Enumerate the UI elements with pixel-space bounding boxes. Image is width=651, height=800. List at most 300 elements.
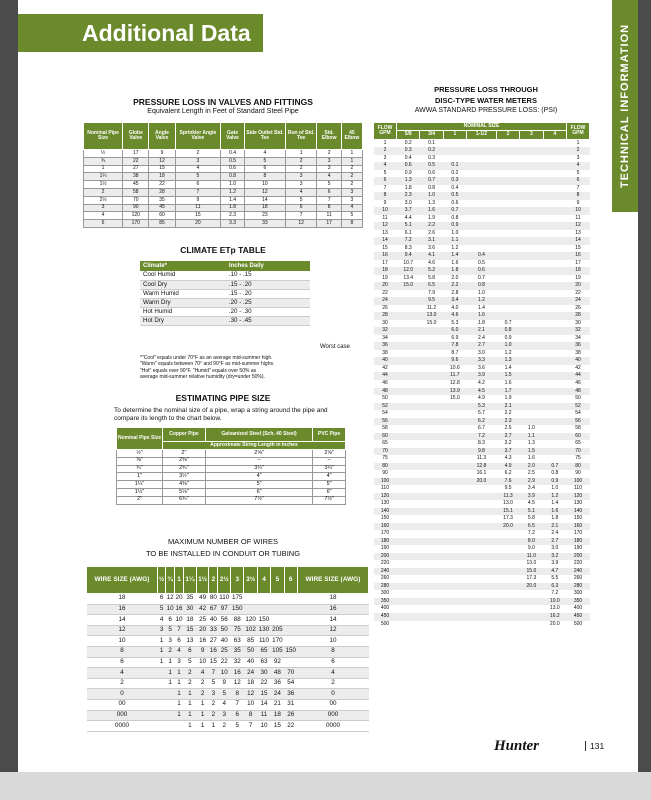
cell: 35 (149, 196, 175, 204)
cell: 58 (575, 425, 581, 432)
cell: 7½" (313, 496, 346, 504)
cell: 5.3 (451, 319, 459, 326)
cell: ½" (117, 450, 163, 458)
cell (496, 215, 519, 223)
cell: 4.5 (527, 500, 535, 507)
cell (543, 170, 566, 178)
pipe-row (117, 496, 346, 504)
cell: 3½" (163, 473, 206, 481)
meter-row (374, 583, 590, 591)
cell: 7.2 (467, 433, 497, 441)
cell: 4 (374, 162, 397, 170)
cell: 4 (317, 173, 341, 181)
cell: 2 (196, 678, 209, 689)
cell: 0.2 (420, 147, 443, 155)
page-header: Additional Data (18, 14, 263, 52)
cell: 4 (567, 162, 590, 170)
cell: 3.9 (467, 372, 497, 380)
cell (397, 515, 420, 523)
cell (271, 604, 284, 615)
cell: 6.1 (404, 229, 412, 236)
cell: 9 (383, 199, 387, 206)
cell: 9 (218, 678, 231, 689)
cell: 88 (231, 615, 244, 626)
cell: 8 (567, 192, 590, 200)
cell: 1.4 (477, 304, 485, 311)
cell: 10 (374, 207, 397, 215)
cell (397, 312, 420, 320)
cell (397, 538, 420, 546)
cell: 15 (271, 721, 284, 732)
cell: 2.1 (496, 403, 519, 411)
cell: 4.6 (443, 312, 466, 320)
cell (420, 388, 443, 396)
cell: 2.3 (221, 212, 245, 220)
hunter-logo: Hunter (494, 738, 540, 754)
cell: 1.9 (504, 395, 512, 402)
cell (420, 545, 443, 553)
cell: 13.0 (549, 605, 560, 612)
cell: 3 (317, 157, 341, 165)
cell: 10 (244, 699, 257, 710)
cell (443, 418, 466, 426)
cell (420, 568, 443, 576)
cell: 0.8 (451, 214, 459, 221)
cell: 14 (374, 237, 397, 245)
meter-row (374, 500, 590, 508)
cell: 75 (575, 455, 581, 462)
cell (520, 215, 543, 223)
cell (496, 312, 519, 320)
cell (397, 621, 420, 629)
column-header: Std. Elbow (317, 123, 341, 150)
cell (397, 583, 420, 591)
cell (467, 215, 497, 223)
cell: 50 (218, 625, 231, 636)
cell (420, 553, 443, 561)
meter-row (374, 523, 590, 531)
meter-row (374, 215, 590, 223)
cell: 4⅜" (163, 481, 206, 489)
meter-size-header: 5/8 (397, 131, 420, 139)
cell: 3.0 (551, 545, 559, 552)
cell (496, 538, 519, 546)
cell: 97 (218, 604, 231, 615)
cell (467, 200, 497, 208)
cell: 2½ (84, 196, 123, 204)
cell: 14 (244, 196, 285, 204)
meters-title-line2: DISC-TYPE WATER METERS (435, 96, 537, 105)
meter-row (374, 515, 590, 523)
cell (520, 598, 543, 606)
cell: 1.2 (467, 297, 497, 305)
cell: 4 (84, 212, 123, 220)
cell (543, 448, 566, 456)
cell: 3 (285, 181, 317, 189)
cell (420, 605, 443, 613)
cell (397, 493, 420, 501)
valve-row (84, 173, 363, 181)
cell (397, 418, 420, 426)
cell (443, 583, 466, 591)
cell: 1.1 (520, 433, 543, 441)
meter-row (374, 590, 590, 598)
meter-size-header: 3 (520, 131, 543, 139)
climate-row (140, 307, 310, 316)
wire-row (87, 604, 369, 615)
meter-row (374, 305, 590, 313)
cell: 2 (341, 181, 362, 189)
cell: 45 (123, 181, 149, 189)
cell: 4 (285, 188, 317, 196)
cell: 2.8 (451, 289, 459, 296)
cell (467, 222, 497, 230)
cell: 2 (196, 689, 209, 700)
cell: 85 (149, 220, 175, 228)
cell: 0.3 (428, 154, 436, 161)
cell: 2.7 (543, 538, 566, 546)
cell: 70 (567, 448, 590, 456)
cell: 1.0 (477, 289, 485, 296)
cell (496, 553, 519, 561)
cell: 42 (382, 364, 388, 371)
cell (397, 372, 420, 380)
column-header: 1¼ (183, 567, 196, 594)
cell (543, 388, 566, 396)
cell: 90 (123, 204, 149, 212)
cell: 5 (218, 689, 231, 700)
cell (420, 613, 443, 621)
cell: 500 (380, 620, 390, 627)
cell (443, 515, 466, 523)
cell: 5.8 (527, 515, 535, 522)
cell (397, 357, 420, 365)
cell (420, 515, 443, 523)
pipe-description: To determine the nominal size of a pipe, wrap a string around the pipe and compare its length to the chart below. (114, 407, 328, 423)
cell: 220 (380, 560, 390, 567)
cell: 34 (575, 334, 581, 341)
column-header: Angle Valve (149, 123, 175, 150)
cell: 110 (218, 594, 231, 605)
meter-row (374, 230, 590, 238)
cell: 50 (575, 395, 581, 402)
cell: 5" (205, 481, 312, 489)
cell: 4 (175, 165, 221, 173)
cell: 0.7 (420, 177, 443, 185)
valve-row (84, 196, 363, 204)
cell: 44 (374, 372, 397, 380)
cell (467, 621, 497, 629)
cell (543, 312, 566, 320)
cell (520, 230, 543, 238)
cell (543, 433, 566, 441)
cell: 20.0 (549, 620, 560, 627)
cell (520, 418, 543, 426)
valve-row (84, 157, 363, 165)
cell (420, 440, 443, 448)
cell: 1.0 (551, 485, 559, 492)
cell: 9.4 (397, 252, 420, 260)
cell: 140 (374, 508, 397, 516)
cell: 1" (117, 473, 163, 481)
cell: 100 (374, 478, 397, 486)
cell (420, 493, 443, 501)
cell (520, 605, 543, 613)
cell (520, 388, 543, 396)
cell: 5 (244, 157, 285, 165)
cell (520, 260, 543, 268)
cell: 1.3 (397, 177, 420, 185)
meter-row (374, 155, 590, 163)
cell: 3.3 (221, 220, 245, 228)
cell: 3.6 (477, 364, 485, 371)
cell: .15 - .20 (226, 280, 310, 289)
cell (420, 478, 443, 486)
cell (520, 237, 543, 245)
cell (397, 530, 420, 538)
valve-row (84, 212, 363, 220)
cell (397, 463, 420, 471)
cell: 0.9 (543, 478, 566, 486)
cell: 19 (382, 274, 388, 281)
cell (420, 470, 443, 478)
cell: 8 (231, 689, 244, 700)
cell: 54 (382, 410, 388, 417)
cell: 32 (231, 657, 244, 668)
cell: 80 (374, 463, 397, 471)
cell: 6.3 (543, 583, 566, 591)
cell (397, 560, 420, 568)
column-header: 3 (231, 567, 244, 594)
cell (443, 478, 466, 486)
cell: 63 (257, 657, 270, 668)
cell: 1½ (84, 181, 123, 189)
meter-row (374, 342, 590, 350)
cell (520, 613, 543, 621)
cell (467, 185, 497, 193)
cell: 12 (244, 689, 257, 700)
valve-row (84, 204, 363, 212)
cell (443, 470, 466, 478)
cell: 3 (317, 165, 341, 173)
worst-case-label: Worst case (320, 344, 350, 350)
cell: 300 (573, 590, 583, 597)
cell: 7 (209, 668, 218, 679)
cell: 9 (196, 646, 209, 657)
cell: 10 (567, 207, 590, 215)
valves-title: PRESSURE LOSS IN VALVES AND FITTINGS (133, 97, 313, 107)
cell (496, 613, 519, 621)
cell: 7 (175, 188, 221, 196)
cell: 7 (244, 721, 257, 732)
cell: 5" (313, 481, 346, 489)
cell: 7 (317, 196, 341, 204)
cell: 1.5 (496, 372, 519, 380)
cell: 8.7 (451, 349, 459, 356)
cell: 65 (382, 440, 388, 447)
cell: 4" (313, 473, 346, 481)
cell: 1.0 (221, 181, 245, 189)
cell: 2 (183, 678, 196, 689)
meter-row (374, 365, 590, 373)
cell: 40 (209, 615, 218, 626)
cell: 3 (175, 657, 184, 668)
cell (543, 215, 566, 223)
cell: 26 (284, 710, 297, 721)
pipe-col-nominal: Nominal Pipe Size (117, 428, 163, 450)
cell (520, 312, 543, 320)
wire-row (87, 710, 369, 721)
cell (284, 625, 297, 636)
cell (420, 327, 443, 335)
pipe-row (117, 457, 346, 465)
cell: 105 (271, 646, 284, 657)
cell: 22 (382, 289, 388, 296)
cell (443, 523, 466, 531)
cell: 2 (166, 646, 175, 657)
cell: ⅝" (117, 457, 163, 465)
cell (443, 485, 466, 493)
cell: 0.7 (504, 319, 512, 326)
cell: Hot Dry (140, 316, 226, 325)
meter-row (374, 260, 590, 268)
meter-row (374, 372, 590, 380)
cell: 1.6 (420, 207, 443, 215)
valve-row (84, 150, 363, 158)
cell: 2¾" (163, 465, 206, 473)
cell: 11.7 (443, 372, 466, 380)
meter-row (374, 170, 590, 178)
wire-row (87, 636, 369, 647)
cell (496, 177, 519, 185)
cell: 6 (166, 615, 175, 626)
cell: 3.9 (551, 560, 559, 567)
cell: 2.1 (543, 523, 566, 531)
cell: 5 (285, 196, 317, 204)
cell (496, 568, 519, 576)
cell (397, 290, 420, 298)
cell (166, 689, 175, 700)
cell (520, 357, 543, 365)
cell: 24 (567, 297, 590, 305)
column-header: Nominal Pipe Size (84, 123, 123, 150)
meter-row (374, 252, 590, 260)
cell: 110 (574, 485, 582, 492)
cell (543, 260, 566, 268)
cell: – (313, 457, 346, 465)
cell: 2.0 (451, 274, 459, 281)
cell: 3.2 (504, 440, 512, 447)
meter-row (374, 192, 590, 200)
cell: 1.2 (504, 349, 512, 356)
cell: 3 (209, 689, 218, 700)
cell (543, 282, 566, 290)
cell: 1.2 (451, 244, 459, 251)
page-number: 131 (585, 741, 604, 751)
cell: 0.5 (420, 162, 443, 170)
cell (284, 615, 297, 626)
cell: 5 (166, 625, 175, 636)
cell: 3.0 (404, 199, 412, 206)
cell: 12 (374, 222, 397, 230)
cell (467, 523, 497, 531)
cell (397, 553, 420, 561)
cell (543, 350, 566, 358)
cell (158, 721, 166, 732)
cell: 6.2 (467, 418, 497, 426)
cell (496, 583, 519, 591)
cell (496, 185, 519, 193)
cell: 110 (257, 636, 270, 647)
cell: 31 (284, 699, 297, 710)
cell (496, 590, 519, 598)
column-header: WIRE SIZE (AWG) (297, 567, 368, 594)
cell (520, 139, 543, 147)
cell: 16 (297, 604, 368, 615)
cell: Warm Dry (140, 298, 226, 307)
cell: 11.3 (476, 455, 487, 462)
cell (496, 162, 519, 170)
cell: 3.7 (496, 448, 519, 456)
cell (420, 410, 443, 418)
cell: 120 (123, 212, 149, 220)
cell: 1 (196, 721, 209, 732)
cell (520, 621, 543, 629)
cell (496, 605, 519, 613)
cell (443, 500, 466, 508)
cell (397, 598, 420, 606)
cell: 2 (341, 165, 362, 173)
cell: 1.9 (428, 214, 436, 221)
cell (271, 594, 284, 605)
cell: 120 (374, 493, 397, 501)
meter-row (374, 418, 590, 426)
cell: 2.5 (504, 425, 512, 432)
cell: 28 (149, 188, 175, 196)
cell: 20 (175, 220, 221, 228)
cell: 150 (284, 646, 297, 657)
cell (467, 538, 497, 546)
cell: 7½" (205, 496, 312, 504)
cell: 2.1 (467, 327, 497, 335)
cell: 1 (175, 689, 184, 700)
cell: 44 (567, 372, 590, 380)
cell: 110 (381, 485, 389, 492)
cell (397, 305, 420, 313)
cell: 36 (567, 342, 590, 350)
cell: 8 (87, 646, 158, 657)
cell: 2.3 (496, 418, 519, 426)
cell: 2 (175, 150, 221, 158)
cell (420, 350, 443, 358)
cell (397, 425, 420, 433)
cell (443, 425, 466, 433)
cell: 1 (158, 646, 166, 657)
cell: 7 (383, 184, 387, 191)
cell: 1.2 (221, 188, 245, 196)
cell (158, 710, 166, 721)
cell (496, 282, 519, 290)
cell (496, 222, 519, 230)
cell (467, 139, 497, 147)
meter-row (374, 493, 590, 501)
cell: 9.8 (467, 448, 497, 456)
cell: 0.5 (477, 259, 485, 266)
pipe-row (117, 481, 346, 489)
cell (257, 594, 270, 605)
cell: 0.5 (221, 157, 245, 165)
cell: 280 (567, 583, 590, 591)
